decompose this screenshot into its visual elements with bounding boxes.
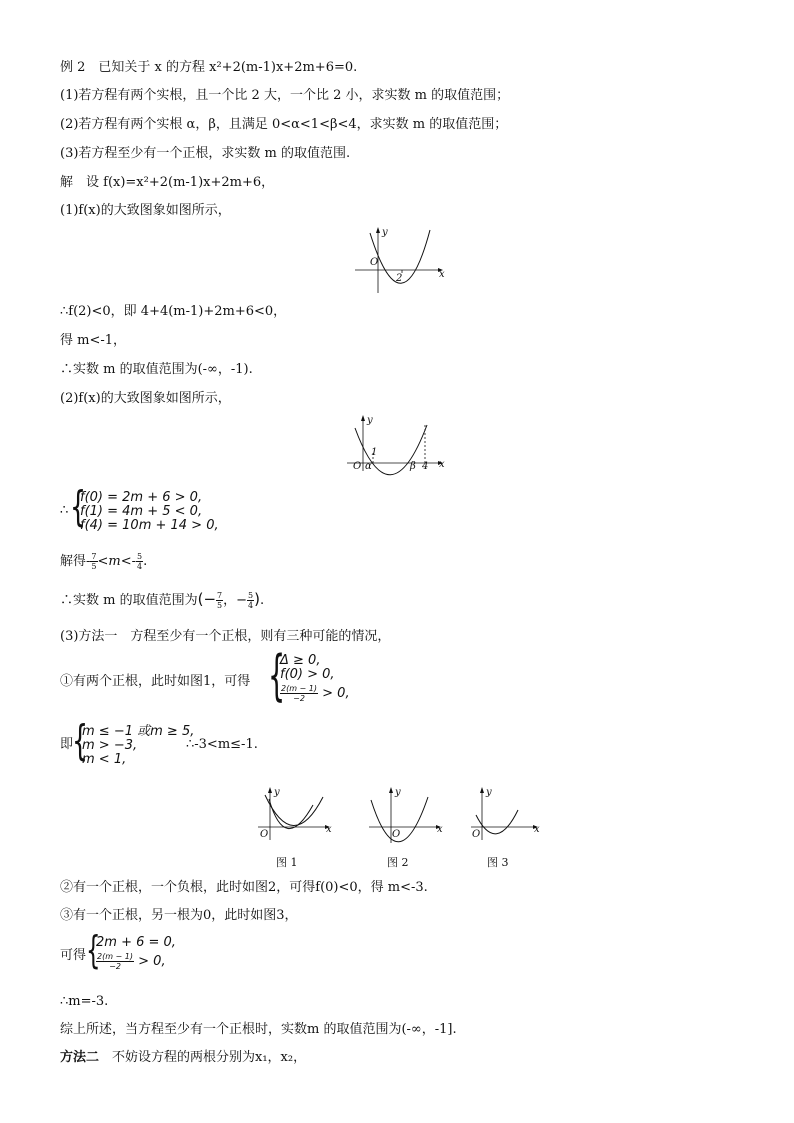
graph1-origin: O <box>370 257 379 268</box>
system-part2-row2: f(1) = 4m + 5 < 0, <box>80 504 203 519</box>
part1-step2: 得 m<-1， <box>60 333 127 348</box>
graph1-tick-2: 2 <box>396 273 403 284</box>
question-1: (1)若方程有两个实根，且一个比 2 大，一个比 2 小，求实数 m 的取值范围； <box>60 88 510 103</box>
system-case1-m-row3: m < 1, <box>82 752 127 767</box>
caption-figure-3: 图 3 <box>487 856 509 869</box>
figure-1 <box>255 785 335 845</box>
system-case1-row2: f(0) > 0, <box>280 667 335 682</box>
graph-part1 <box>350 225 450 295</box>
question-2: (2)若方程有两个实根 α，β，且满足 0<α<1<β<4，求实数 m 的取值范围； <box>60 117 508 132</box>
question-3: (3)若方程至少有一个正根，求实数 m 的取值范围. <box>60 146 351 161</box>
fig2-o: O <box>392 829 401 840</box>
graph1-y-label: y <box>382 227 388 238</box>
graph2-x-label: x <box>439 459 445 470</box>
system-case1-row3: $\frac{2(m - 1)}{-2}$ > 0, <box>281 684 350 703</box>
system-part2-row1: f(0) = 2m + 6 > 0, <box>80 490 203 505</box>
system-case3-row2: $\frac{2(m - 1)}{-2}$ > 0, <box>97 952 166 971</box>
case2-text: ②有一个正根，一个负根，此时如图2，可得f(0)<0，得 m<-3. <box>60 880 428 895</box>
fig3-o: O <box>472 829 481 840</box>
part1-step1: ∴f(2)<0，即 4+4(m-1)+2m+6<0， <box>60 304 287 319</box>
graph2-origin: O <box>353 461 362 472</box>
part2-solve: 解得- $\frac{7}{5}$ <m<- $\frac{5}{4}$ . <box>60 552 148 571</box>
fig3-x: x <box>534 824 540 835</box>
caption-figure-2: 图 2 <box>387 856 409 869</box>
solution-intro: 解 设 f(x)=x²+2(m-1)x+2m+6， <box>60 175 275 190</box>
system-case1-m: { m ≤ −1 或m ≥ 5, m > −3, m < 1, <box>72 716 195 767</box>
fig3-y: y <box>486 787 492 798</box>
part3-method1: (3)方法一 方程至少有一个正根，则有三种可能的情况， <box>60 629 391 644</box>
case3-label: 可得 <box>60 948 87 963</box>
case1-text: ①有两个正根，此时如图1，可得 <box>60 674 251 689</box>
system-case1-row1: Δ ≥ 0, <box>280 653 321 668</box>
fig1-x: x <box>326 824 332 835</box>
case1-result: ∴-3<m≤-1. <box>186 737 258 752</box>
graph2-tick-4: 4 <box>422 461 429 472</box>
part2-result: ∴实数 m 的取值范围为(− $\frac{7}{5}$ ，− $\frac{5}{4}$ ). <box>60 590 265 610</box>
fig1-o: O <box>260 829 269 840</box>
part1-result: ∴实数 m 的取值范围为(-∞，-1). <box>60 362 253 377</box>
fig2-x: x <box>437 824 443 835</box>
system-part2: ∴ { f(0) = 2m + 6 > 0, f(1) = 4m + 5 < 0, f(4) = 10m + 14 > 0, <box>60 482 219 533</box>
system-part2-row3: f(4) = 10m + 14 > 0, <box>80 518 219 533</box>
fig2-y: y <box>395 787 401 798</box>
figure-2 <box>366 785 446 845</box>
graph2-alpha: α <box>365 461 372 472</box>
figure-3 <box>468 785 548 845</box>
graph2-tick-1: 1 <box>371 447 378 458</box>
case1-deduce-label: 即 <box>60 737 74 752</box>
summary: 综上所述，当方程至少有一个正根时，实数m 的取值范围为(-∞，-1]. <box>60 1022 457 1037</box>
graph2-y-label: y <box>367 415 373 426</box>
system-case1-m-row2: m > −3, <box>82 738 138 753</box>
system-case1-m-row1: m ≤ −1 或m ≥ 5, <box>82 724 195 739</box>
system-case1: { Δ ≥ 0, f(0) > 0, $\frac{2(m - 1)}{-2}$ > 0, <box>268 644 350 707</box>
method2: 方法二 不妨设方程的两根分别为x₁，x₂， <box>60 1050 307 1065</box>
case3-text: ③有一个正根，另一根为0，此时如图3， <box>60 908 298 923</box>
caption-figure-1: 图 1 <box>276 856 298 869</box>
graph-part2 <box>345 413 455 488</box>
problem-title: 例 2 已知关于 x 的方程 x²+2(m-1)x+2m+6=0. <box>60 60 358 75</box>
system-case3-row1: 2m + 6 = 0, <box>96 935 176 950</box>
graph1-x-label: x <box>439 269 445 280</box>
fig1-y: y <box>274 787 280 798</box>
graph2-beta: β <box>410 461 416 472</box>
system-case3: { 2m + 6 = 0, $\frac{2(m - 1)}{-2}$ > 0, <box>86 928 176 972</box>
part1-text: (1)f(x)的大致图象如图所示， <box>60 203 231 218</box>
case3-result: ∴m=-3. <box>60 994 109 1009</box>
part2-text: (2)f(x)的大致图象如图所示， <box>60 391 231 406</box>
